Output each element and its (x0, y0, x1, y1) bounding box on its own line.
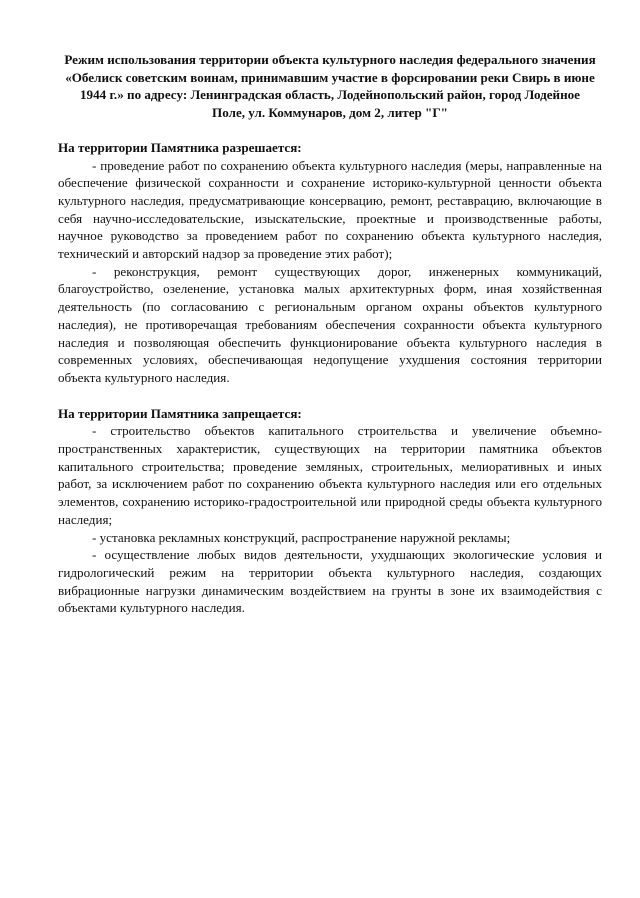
allowed-item: - реконструкция, ремонт существующих дорог, инженерных коммуникаций, благоустройство, озеленение, установка малых архитектурных форм, иная хозяйственная деятельность (по согласованию с региональным органом охраны объектов культурного наследия), не противоречащая требованиям обеспечения сохранности объекта культурного наследия и позволяющая обеспечить функционирование объекта культурного наследия в современных условиях, обеспечивающая недопущение ухудшения состояния территории объекта культурного наследия. (58, 263, 602, 385)
section-heading-forbidden: На территории Памятника запрещается: (58, 405, 302, 421)
allowed-item: - проведение работ по сохранению объекта культурного наследия (меры, направленные на обеспечение физической сохранности и сохранение историко-культурной ценности объекта культурного наследия, предусматривающие консервацию, ремонт, реставрацию, включающие в себя научно-исследовательские, изыскательские, проектные и производственные работы, научное руководство за проведением работ по сохранению объекта культурного наследия, технический и авторский надзор за проведение этих работ); (58, 157, 602, 262)
document-body (58, 51, 602, 617)
forbidden-item: - установка рекламных конструкций, распространение наружной рекламы; (92, 529, 511, 545)
section-heading-allowed: На территории Памятника разрешается: (58, 139, 302, 155)
document-title: Режим использования территории объекта культурного наследия федерального значения «Обелиск советским воинам, принимавшим участие в форсировании реки Свирь в июне 1944 г.» по адресу: Ленинградская область, Лодейнопольский район, город Лодейное Поле, ул. Коммунаров, дом 2, литер "Г" (64, 52, 596, 121)
forbidden-item: - строительство объектов капитального строительства и увеличение объемно-пространственных характеристик, существующих на территории памятника объектов капитального строительства; проведение земляных, строительных, мелиоративных и иных работ, за исключением работ по сохранению объекта культурного наследия или его отдельных элементов, сохранению историко-градостроительной или природной среды объекта культурного наследия; (58, 423, 602, 527)
forbidden-item: - осуществление любых видов деятельности, ухудшающих экологические условия и гидрологический режим на территории объекта культурного наследия, создающих вибрационные нагрузки динамическим воздействием на грунты в зоне их взаимодействия с объектами культурного наследия. (58, 547, 602, 616)
